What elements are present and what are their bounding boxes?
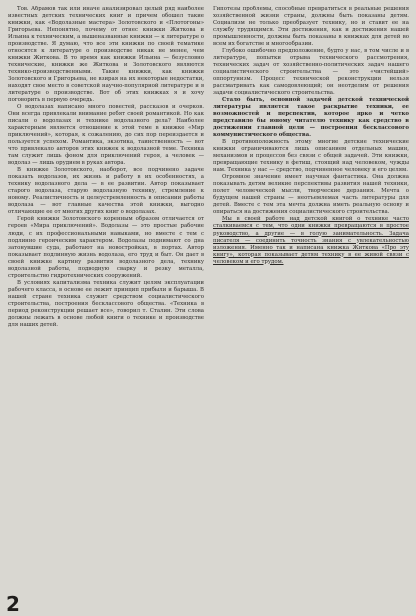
paragraph: В противоположность этому многие детские технические книжки ограничиваются лишь описанием отдельных машин, механизмов и процессов без связи с общей задачей. Эти книжки, превращающие технику в фетиш, стоящий над человеком, чужды нам. Техника у нас — средство, подчиненное человеку и его целям. <box>213 139 409 174</box>
page-number: 2 <box>6 592 20 616</box>
paragraph: Тов. Абрамов так или иначе анализировал целый ряд наиболее известных детских технических книг и причем обошел такие книжки, как «Водолазные мастера» Золотовского и «Плотогоны» Григорьева. Непонятно, почему от отнес книжки Житкова и Ильина к техническим, а вышеназванные книжки — к литературе о производстве. Я думаю, что все эти книжки по своей тематике относятся к литературе о производстве никак не менее, чем книжки Житкова. В то время как книжки Ильина — безусловно технические, книжки же Житкова и Золотовского являются технико-производственными. Такие книжки, как книжки Золотовского и Григорьева, не взирая на их некоторые недостатки, находят свое место в советской научно-популярной литературе и в литературе о производстве. Вот об этих книжках я и хочу поговорить в первую очередь. <box>8 6 204 104</box>
left-column <box>8 6 204 590</box>
paragraph: О водолазах написано много повестей, рассказов и очерков. Они всегда привлекали внимание ребят своей романтикой. Но как писали о водолазах и технике водолазного дела? Наиболее характерным является отношение к этой теме в книжке «Мир приключений», которая, к сожалению, до сих пор переиздается и пользуется успехом. Романтика, экзотика, таинственность — вот что привлекало авторов этих книжек к водолазной теме. Техника там служит лишь фоном для приключений героя, а человек — водолаз — лишь орудием в руках автора. <box>8 104 204 167</box>
paragraph: Гипотезы проблемы, способные превратиться в реальные решения хозяйственной жизни страны, должны быть показаны детям. Социализм не только преобразует технику, но и ставит ее на службу трудящимся. Эти достижения, как и достижения нашей промышленности, должны быть показаны в книжках для детей во всем их богатстве и многообразии. <box>213 6 409 48</box>
paragraph: Огромное значение имеет научная фантастика. Она должна показывать детям великие перспективы развития нашей техники, полет человеческой мысли, творческие дерзания. Мечта о будущем нашей страны — неотъемлемая часть литературы для детей. Вместе с тем эта мечта должна иметь реальную основу и опираться на достижения социалистического строительства. <box>213 174 409 216</box>
paragraph: Герой книжки Золотовского коренным образом отличается от героев «Мира приключений». Водолазы — это простые рабочие люди, с их профессиональными навыками, но вместе с тем с подлинно героическим характером. Водолазы поднимают со дна затонувшие суда, работают на новостройках, в портах. Автор показывает подлинную жизнь водолаза, его труд и быт. Он дает в своей книжке картину развития водолазного дела, технику водолазной работы, подводную сварку и резку металла, строительство гидротехнических сооружений. <box>8 216 204 279</box>
underlined-paragraph: Мы в своей работе над детской книгой о технике часто сталкиваемся с тем, что одни книжки превращаются в простое руководство, а другие — в голую занимательность. Задача писателя — соединить точность знания с увлекательностью изложения. Именно так и написана книжка Житкова «Про эту книгу», которая показывает детям технику в ее живой связи с человеком и его трудом. <box>213 216 409 265</box>
paragraph: В книжке Золотовского, наоборот, все подчинено задаче показать водолазов, их жизнь и работу в их особенностях, а технику водолазного дела — в ее развитии. Автор показывает старого водолаза, старую водолазную технику, стремление к новому. Реалистичность и целеустремленность в описании работы водолаза — вот главные качества этой книжки, выгодно отличающие ее от многих других книг о водолазах. <box>8 167 204 216</box>
paragraph: Глубоко ошибочно предположение, будто у нас, в том числе и в литературе, попытки отрыва технического рассмотрения, технических задач от хозяйственно-политических задач нашего социалистического строительства — это «чистейший» оппортунизм. Процесс технической реконструкции нельзя рассматривать как самодовлеющий; он неотделим от решения задачи социалистического строительства. <box>213 48 409 97</box>
right-column <box>213 6 409 590</box>
emphasized-paragraph: Стало быть, основной задачей детской технической литературы является такое раскрытие техники, ее возможностей и перспектив, которое ярко и четко представило бы юному читателю технику как средство в достижении главной цели — построения бесклассового коммунистического общества. <box>213 97 409 139</box>
paragraph: В условиях капитализма техника служит целям эксплуатации рабочего класса, в основе ее лежит принцип прибыли и барыша. В нашей стране техника служит средством социалистического строительства, построения бесклассового общества. «Техника в период реконструкции решает все», говорил т. Сталин. Эти слова должны лежать в основе любой книги о технике и производстве для наших детей. <box>8 279 204 328</box>
